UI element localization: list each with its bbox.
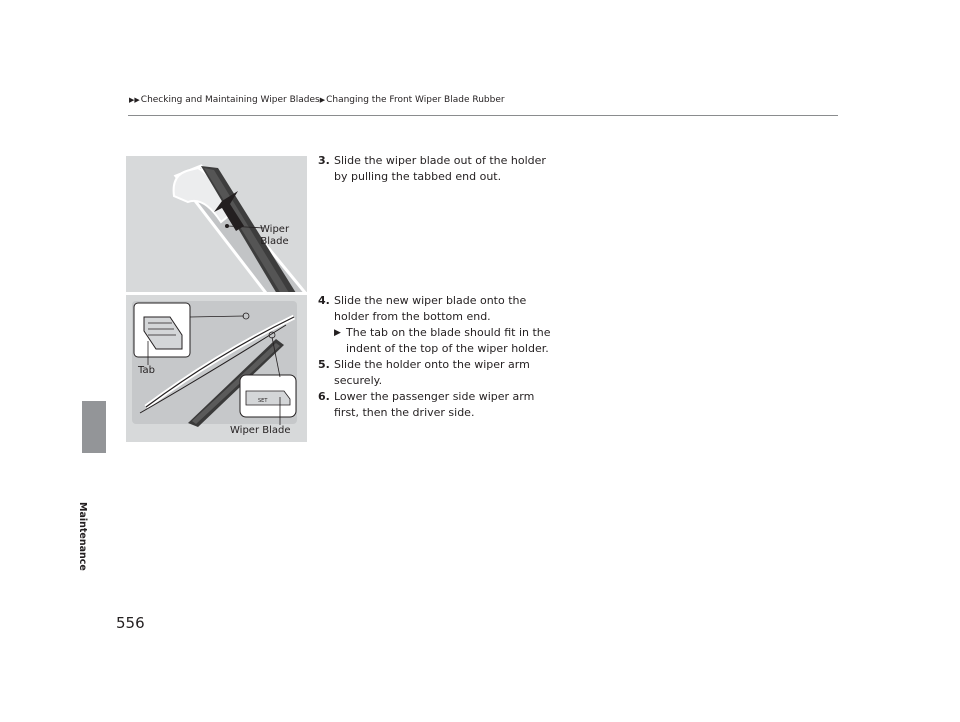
step-text: Lower the passenger side wiper arm first, then the driver side. bbox=[334, 390, 535, 419]
header-rule bbox=[128, 115, 838, 116]
tab-callout: Tab bbox=[138, 365, 155, 376]
step-number: 6. bbox=[318, 390, 330, 403]
step-5 bbox=[318, 357, 558, 389]
step-3 bbox=[318, 153, 558, 185]
figure-wiper-removal bbox=[126, 156, 307, 292]
step-4-note bbox=[318, 325, 558, 357]
breadcrumb-arrow-icon: ▶▶ bbox=[129, 96, 140, 104]
section-label bbox=[77, 460, 102, 571]
figure-wiper-install bbox=[126, 295, 307, 442]
steps-4-6-block bbox=[318, 293, 558, 421]
page-number: 556 bbox=[116, 614, 145, 632]
step-number: 3. bbox=[318, 154, 330, 167]
wiper-callout-text: Wiper Blade bbox=[260, 224, 290, 247]
step-4 bbox=[318, 293, 558, 325]
step-number: 4. bbox=[318, 294, 330, 307]
section-tab bbox=[82, 401, 106, 453]
note-text: The tab on the blade should fit in the indent of the top of the wiper holder. bbox=[346, 326, 551, 355]
step-text: Slide the holder onto the wiper arm securely. bbox=[334, 358, 530, 387]
section-label-text: Maintenance bbox=[77, 502, 88, 571]
breadcrumb-arrow-icon: ▶ bbox=[319, 96, 326, 104]
step-text: Slide the new wiper blade onto the holder from the bottom end. bbox=[334, 294, 527, 323]
note-arrow-icon: ▶ bbox=[334, 328, 341, 338]
step-text: Slide the wiper blade out of the holder by pulling the tabbed end out. bbox=[334, 154, 546, 183]
wiper-blade-callout-2: Wiper Blade bbox=[230, 425, 291, 436]
step-number: 5. bbox=[318, 358, 330, 371]
holder-card-text: SET bbox=[258, 398, 268, 404]
breadcrumb bbox=[129, 95, 505, 105]
step-3-block bbox=[318, 153, 558, 185]
breadcrumb-item[interactable]: Checking and Maintaining Wiper Blades bbox=[140, 95, 320, 105]
step-6 bbox=[318, 389, 558, 421]
breadcrumb-item[interactable]: Changing the Front Wiper Blade Rubber bbox=[326, 95, 505, 105]
wiper-blade-callout bbox=[260, 224, 289, 248]
